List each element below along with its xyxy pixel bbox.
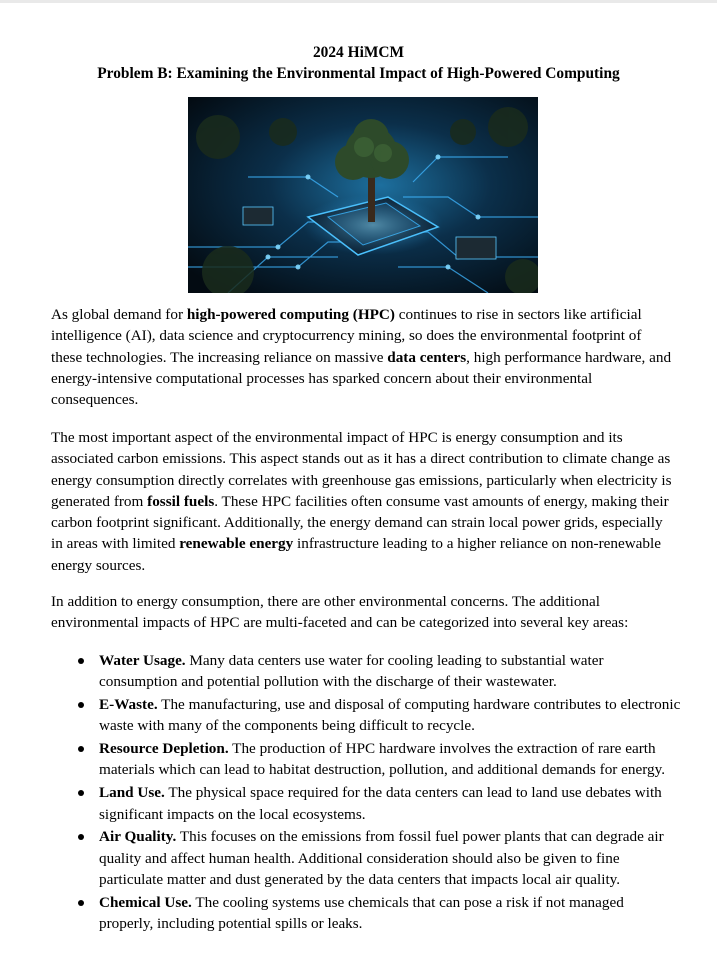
bullet-term: Water Usage. (99, 652, 186, 669)
energy-paragraph (51, 427, 676, 576)
bullet-description: This focuses on the emissions from fossil fuel power plants that can degrade air quality and affect human health. Additional consideration should also be given to fine particulate matter and dust generated by the data centers that impacts local air quality. (99, 828, 664, 888)
energy-text-2: . These HPC facilities often consume vast amounts of energy, making their carbon footprint significant. Additionally, the energy demand can strain local power grids, especially in areas with limited (51, 492, 669, 553)
list-item (99, 738, 681, 781)
bullet-icon (78, 658, 84, 664)
energy-bold-renewable: renewable energy (179, 535, 294, 553)
bullet-icon (78, 834, 84, 840)
list-item (99, 782, 681, 825)
circuit-board-tree-image (188, 97, 538, 293)
energy-bold-fossil-fuels: fossil fuels (147, 492, 215, 510)
intro-bold-hpc: high-powered computing (HPC) (186, 306, 395, 323)
title-line-2: Problem B: Examining the Environmental Impact of High-Powered Computing (97, 65, 620, 82)
bullet-description: The manufacturing, use and disposal of computing hardware contributes to electronic waste with many of the components being difficult to recycle. (99, 696, 681, 735)
bullet-term: Air Quality. (99, 828, 177, 846)
bullet-icon (78, 746, 84, 752)
intro-paragraph (51, 304, 676, 410)
bullet-icon (78, 900, 84, 906)
bullet-term: Resource Depletion. (99, 740, 229, 758)
bullet-term: Chemical Use. (99, 893, 192, 911)
bullet-icon (78, 702, 84, 708)
page-top-edge (0, 0, 717, 3)
intro-text-3: , high performance hardware, and energy-intensive computational processes has sparked concern about their environmental consequences. (51, 348, 672, 409)
page-title (0, 42, 717, 84)
concerns-paragraph: In addition to energy consumption, there are other environmental concerns. The additional environmental impacts of HPC are multi-faceted and can be categorized into several key areas: (51, 593, 629, 632)
bullet-term: E-Waste. (99, 696, 158, 714)
bullet-description: The physical space required for the data centers can lead to land use debates with significant impacts on the local ecosystems. (99, 784, 662, 823)
bullet-icon (78, 790, 84, 796)
circuit-board-illustration (188, 97, 538, 293)
list-item (99, 694, 681, 737)
bullet-description: Many data centers use water for cooling leading to substantial water consumption and potential pollution with the discharge of their wastewater. (99, 652, 604, 691)
energy-text-3: infrastructure leading to a higher reliance on non-renewable energy sources. (51, 535, 661, 574)
bullet-term: Land Use. (99, 784, 165, 802)
energy-text-1: The most important aspect of the environmental impact of HPC is energy consumption and its associated carbon emissions. This aspect stands out as it has a direct contribution to climate change as energy consumption directly correlates with greenhouse gas emissions, particularly when electricity is generated from (51, 429, 672, 510)
bullet-description: The production of HPC hardware involves the extraction of rare earth materials which can lead to habitat destruction, pollution, and additional demands for energy. (99, 740, 665, 779)
list-item (99, 650, 681, 693)
bullet-description: The cooling systems use chemicals that can pose a risk if not managed properly, including potential spills or leaks. (99, 893, 624, 933)
impact-bullet-list (99, 650, 681, 936)
list-item (99, 892, 681, 935)
intro-text-1: As global demand for (51, 306, 187, 323)
list-item (99, 826, 681, 890)
intro-bold-data-centers: data centers (387, 348, 467, 366)
title-line-1: 2024 HiMCM (312, 44, 405, 61)
intro-text-2: continues to rise in sectors like artificial intelligence (AI), data science and cryptocurrency mining, so does the environmental footprint of these technologies. The increasing reliance on massive (51, 306, 642, 366)
